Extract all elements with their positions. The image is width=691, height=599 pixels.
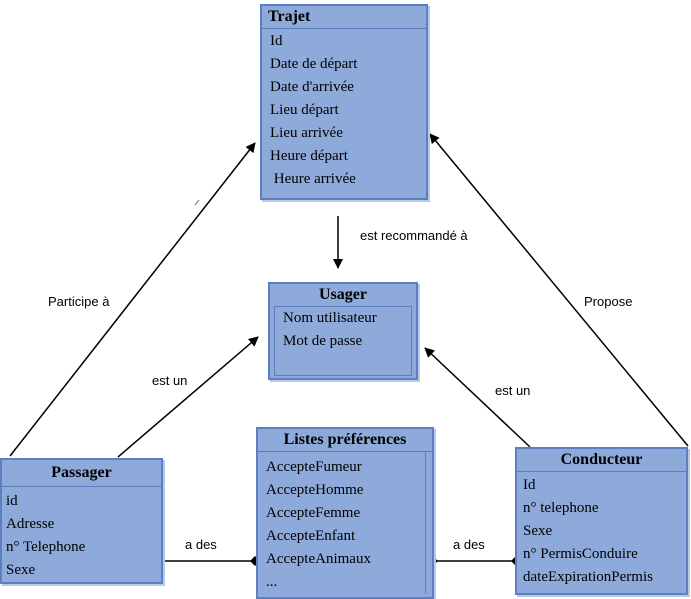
- passager-attr-id: id: [6, 493, 18, 509]
- conducteur-attr-telephone: n° telephone: [523, 500, 599, 516]
- passager-attributes: [2, 487, 161, 582]
- usager-attr-nom: Nom utilisateur: [283, 310, 377, 326]
- listes-attr-fumeur: AccepteFumeur: [266, 459, 362, 475]
- passager-attr-adresse: Adresse: [6, 516, 55, 532]
- usager-attributes: [274, 306, 412, 376]
- conducteur-attr-permis: n° PermisConduire: [523, 546, 638, 562]
- passager-title: Passager: [2, 460, 161, 487]
- passager-attr-sexe: Sexe: [6, 562, 36, 578]
- conducteur-attr-id: Id: [523, 477, 536, 493]
- conducteur-title: Conducteur: [517, 449, 686, 472]
- propose-connector: [430, 134, 688, 446]
- label-propose: Propose: [584, 294, 633, 309]
- trajet-title: Trajet: [262, 6, 426, 29]
- listes-attr-femme: AccepteFemme: [266, 505, 361, 521]
- listes-attr-homme: AccepteHomme: [266, 482, 364, 498]
- label-recommande: est recommandé à: [360, 228, 468, 243]
- stray-mark: [195, 200, 199, 205]
- trajet-attr-lieu-depart: Lieu départ: [270, 102, 339, 118]
- usager-title: Usager: [319, 286, 367, 303]
- label-passager-usager: est un: [152, 373, 188, 388]
- trajet-attr-id: Id: [270, 33, 283, 49]
- label-conducteur-usager: est un: [495, 383, 531, 398]
- usager-attr-empty: [275, 353, 411, 375]
- listes-title: Listes préférences: [258, 429, 432, 452]
- listes-attr-enfant: AccepteEnfant: [266, 528, 356, 544]
- label-participe: Participe à: [48, 294, 110, 309]
- conducteur-attr-expiration: dateExpirationPermis: [523, 569, 653, 585]
- label-passager-listes: a des: [185, 537, 217, 552]
- listes-attr-ellipsis: ...: [266, 574, 278, 590]
- participe-connector: [10, 143, 255, 456]
- trajet-attr-lieu-arrivee: Lieu arrivée: [270, 125, 343, 141]
- listes-attributes: [258, 452, 426, 594]
- trajet-attr-heure-arrivee: Heure arrivée: [270, 171, 356, 187]
- usager-entity[interactable]: [268, 282, 418, 380]
- trajet-attr-date-depart: Date de départ: [270, 56, 358, 72]
- conducteur-attr-sexe: Sexe: [523, 523, 553, 539]
- trajet-attributes: [262, 29, 426, 191]
- trajet-entity[interactable]: [260, 4, 428, 200]
- listes-preferences-entity[interactable]: [256, 427, 434, 599]
- conducteur-attributes: [517, 472, 686, 589]
- usager-attr-mdp: Mot de passe: [283, 333, 363, 349]
- conducteur-entity[interactable]: [515, 447, 688, 595]
- listes-attr-animaux: AccepteAnimaux: [266, 551, 371, 567]
- passager-attr-telephone: n° Telephone: [6, 539, 86, 555]
- passager-usager-connector: [118, 337, 258, 457]
- trajet-attr-date-arrivee: Date d'arrivée: [270, 79, 354, 95]
- label-conducteur-listes: a des: [453, 537, 485, 552]
- passager-entity[interactable]: [0, 458, 163, 584]
- trajet-attr-heure-depart: Heure départ: [270, 148, 348, 164]
